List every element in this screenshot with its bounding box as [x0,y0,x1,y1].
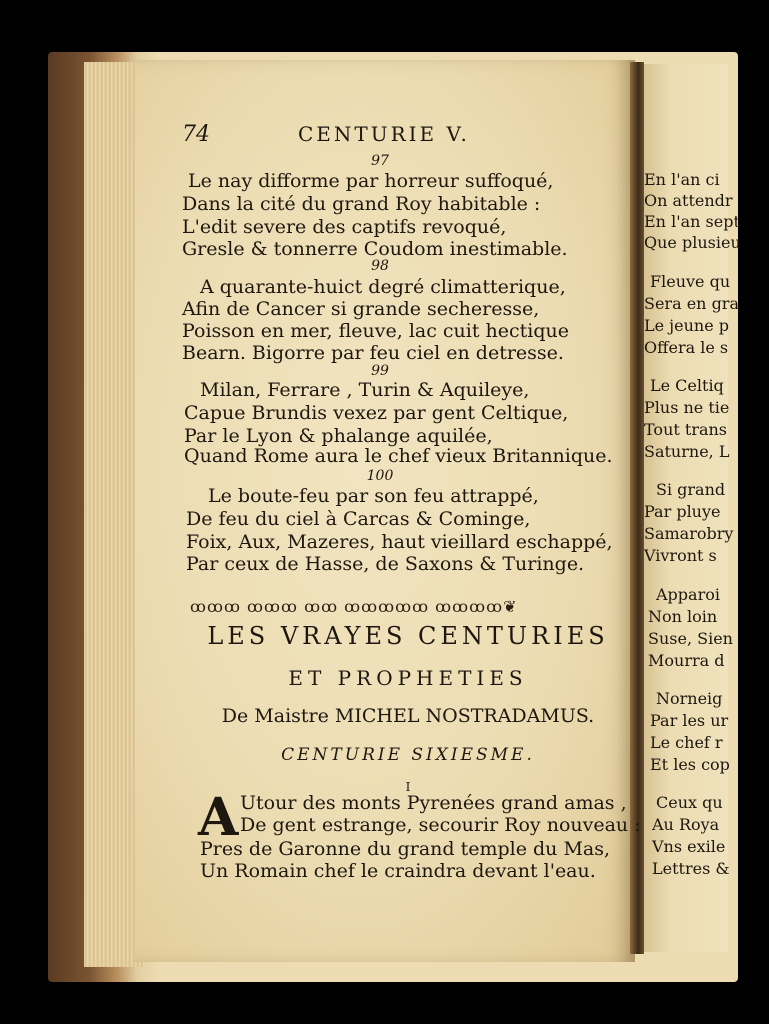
right-page-line: On attendr [644,191,733,210]
verse-line: Milan, Ferrare , Turin & Aquileye, [200,379,530,401]
right-page-line: Tout trans [644,420,728,439]
right-page-line: Par les ur [650,711,729,730]
right-page-line: Vns exile [652,837,726,856]
right-page-line: Le Celtiq [650,376,724,395]
right-page-line: Sera en gra [644,294,739,313]
right-page-line: Le chef r [650,733,723,752]
right-page-line: En l'an ci [644,170,720,189]
right-page-line: Que plusieu [644,233,741,252]
page-number: 74 [182,122,210,147]
right-page-line: Plus ne tie [644,398,730,417]
page-header [180,118,620,154]
right-page-line: Mourra d [648,651,725,670]
quatrain-number: 100 [366,468,394,484]
author-line: De Maistre MICHEL NOSTRADAMUS. [221,705,595,727]
verse-line: A quarante-huict degré climatterique, [200,276,566,298]
section-title: LES VRAYES CENTURIES [207,622,609,650]
verse-line: Un Romain chef le craindra devant l'eau. [200,860,596,882]
quatrain-number: 97 [371,153,389,169]
right-page-line: Norneig [656,689,723,708]
verse-line: De gent estrange, secourir Roy nouveau : [240,814,641,836]
right-page-line: Suse, Sien [648,629,733,648]
right-page-line: En l'an sept [644,212,740,231]
drop-cap: A [198,787,239,848]
right-page-line: Offera le s [644,338,729,357]
verse-line: Poisson en mer, fleuve, lac cuit hectique [182,320,570,342]
right-page-line: Si grand [656,480,726,499]
verse-line: Capue Brundis vexez par gent Celtique, [184,402,569,424]
right-page-line: Lettres & [652,859,730,878]
verse-line: Quand Rome aura le chef vieux Britannique. [184,445,613,467]
verse-line: Dans la cité du grand Roy habitable : [182,193,541,215]
section-subtitle: ET PROPHETIES [288,666,528,690]
right-page-line: Ceux qu [656,793,723,812]
right-page-line: Vivront s [644,546,717,565]
right-page-line: Non loin [648,607,718,626]
quatrain-number: 99 [371,363,389,379]
quatrain-number: I [405,780,411,794]
right-page-line: Apparoi [656,585,720,604]
verse-line: Gresle & tonnerre Coudom inestimable. [182,238,568,260]
century-heading: CENTURIE SIXIESME. [281,745,535,765]
ornamental-border: ꝏꝏꝏ ꝏꝏꝏ ꝏꝏ ꝏꝏꝏꝏꝏ ꝏꝏꝏꝏ❦ [190,597,518,616]
right-page-line: Et les cop [650,755,730,774]
quatrain-number: 98 [371,258,389,274]
verse-line: Foix, Aux, Mazeres, haut vieillard eschappé, [186,531,613,553]
verse-line: Le boute-feu par son feu attrappé, [208,485,539,507]
right-page-line: Fleuve qu [650,272,731,291]
running-head: CENTURIE V. [298,122,470,146]
verse-line: Le nay difforme par horreur suffoqué, [188,170,554,192]
right-page-line: Le jeune p [644,316,730,335]
verse-line: Par ceux de Hasse, de Saxons & Turinge. [186,553,585,575]
verse-line: Pres de Garonne du grand temple du Mas, [200,838,611,860]
verse-line: L'edit severe des captifs revoqué, [182,216,507,238]
right-page-line: Saturne, L [644,442,730,461]
verse-line: Afin de Cancer si grande secheresse, [182,298,540,320]
right-page-line: Samarobry [644,524,734,543]
verse-line: Par le Lyon & phalange aquilée, [184,425,493,447]
verse-line: Utour des monts Pyrenées grand amas , [240,792,627,814]
right-page-line: Au Roya [652,815,720,834]
verse-line: Bearn. Bigorre par feu ciel en detresse. [182,342,564,364]
verse-line: De feu du ciel à Carcas & Cominge, [186,508,531,530]
right-page-line: Par pluye [644,502,721,521]
